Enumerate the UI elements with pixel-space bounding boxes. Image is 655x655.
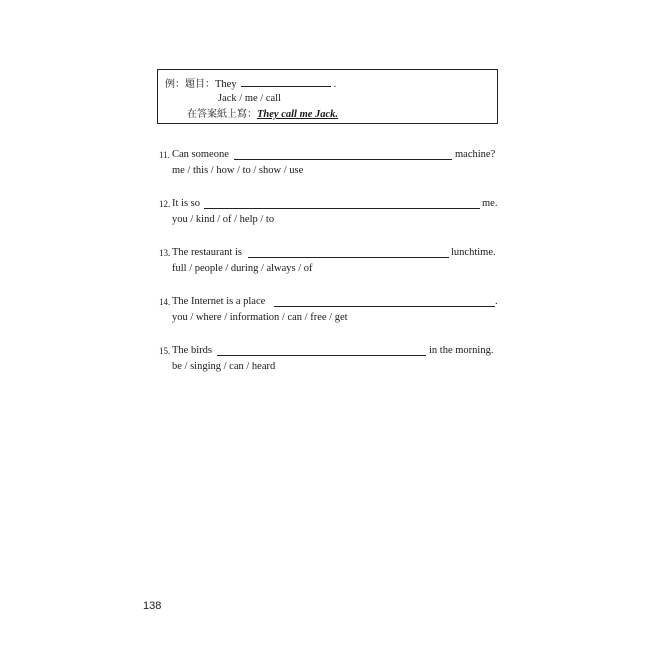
answer-blank[interactable] [204, 208, 480, 209]
answer-blank[interactable] [274, 306, 495, 307]
word-bank: you / where / information / can / free / get [172, 312, 348, 323]
word-bank: you / kind / of / help / to [172, 214, 275, 225]
question-stem: Can someone [172, 149, 229, 160]
question-stem: It is so [172, 198, 201, 209]
question-number: 12. [159, 199, 171, 209]
page-number: 138 [143, 600, 162, 612]
word-bank: full / people / during / always / of [172, 263, 313, 274]
example-answer-line [187, 108, 338, 121]
example-answer-label: 在答案紙上寫： [187, 109, 257, 120]
question-end: . [495, 296, 498, 307]
example-words: Jack / me / call [218, 93, 281, 104]
question-end: me. [482, 198, 498, 209]
question-number: 15. [159, 346, 171, 356]
example-blank [241, 76, 331, 87]
word-bank: me / this / how / to / show / use [172, 165, 304, 176]
word-bank: be / singing / can / heard [172, 361, 276, 372]
example-prompt-line [165, 76, 336, 91]
question-stem: The restaurant is [172, 247, 242, 258]
question-number: 13. [159, 248, 171, 258]
example-box [157, 69, 498, 124]
example-answer: They call me Jack. [257, 109, 339, 120]
answer-blank[interactable] [234, 159, 452, 160]
example-label: 例：題目： [165, 79, 215, 90]
answer-blank[interactable] [248, 257, 449, 258]
question-number: 11. [159, 150, 170, 160]
question-end: machine? [455, 149, 496, 160]
example-stem: They [215, 79, 237, 90]
answer-blank[interactable] [217, 355, 426, 356]
question-stem: The birds [172, 345, 212, 356]
question-end: lunchtime. [451, 247, 496, 258]
question-end: in the morning. [429, 345, 494, 356]
question-number: 14. [159, 297, 171, 307]
example-stem-end: . [333, 79, 337, 90]
question-stem: The Internet is a place [172, 296, 266, 307]
